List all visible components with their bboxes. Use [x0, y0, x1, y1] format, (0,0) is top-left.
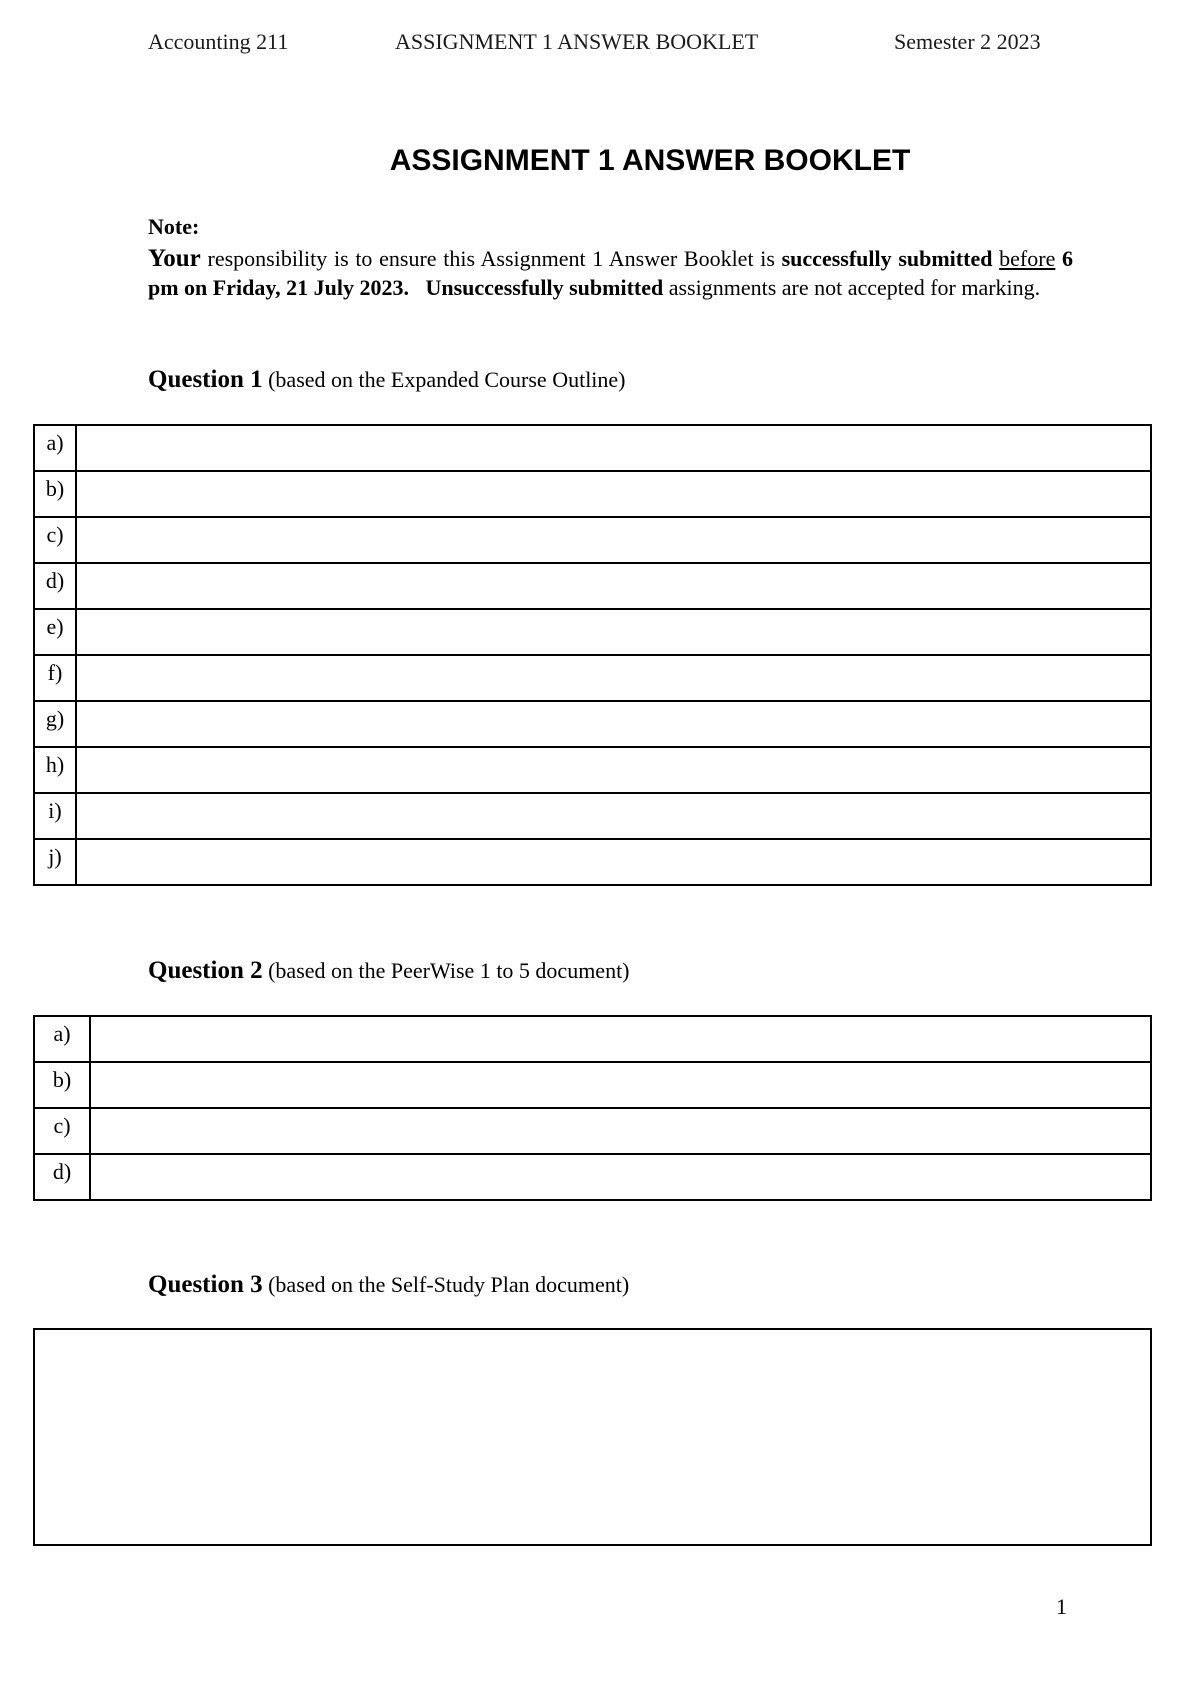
note-text-1: responsibility is to ensure this Assignment 1 Answer Booklet is	[200, 246, 782, 271]
header-semester: Semester 2 2023	[894, 29, 1041, 54]
note-text-4	[409, 275, 426, 300]
row-label: c)	[34, 1108, 90, 1154]
table-row	[34, 609, 1151, 655]
question-2-answer-table	[33, 1015, 1152, 1201]
answer-cell[interactable]	[76, 793, 1151, 839]
note-label: Note:	[148, 214, 200, 239]
table-row	[34, 1154, 1151, 1200]
header-doc-title: ASSIGNMENT 1 ANSWER BOOKLET	[395, 29, 759, 54]
answer-cell[interactable]	[76, 655, 1151, 701]
row-label: b)	[34, 1062, 90, 1108]
answer-cell[interactable]	[76, 425, 1151, 471]
row-label: i)	[34, 793, 76, 839]
note-deadline: 6 pm on Friday, 21 July 2023.	[148, 246, 1074, 300]
row-label: f)	[34, 655, 76, 701]
table-row	[34, 517, 1151, 563]
table-row	[34, 471, 1151, 517]
row-label: d)	[34, 1154, 90, 1200]
table-row	[34, 1108, 1151, 1154]
question-1-answer-table	[33, 424, 1152, 886]
row-label: e)	[34, 609, 76, 655]
table-row	[34, 1062, 1151, 1108]
question-2-desc: (based on the PeerWise 1 to 5 document)	[262, 958, 630, 983]
row-label: d)	[34, 563, 76, 609]
question-1-number: Question 1	[148, 366, 263, 393]
note-body	[148, 244, 1073, 302]
note-your: Your	[148, 245, 201, 272]
note-bold-1: successfully submitted	[781, 246, 993, 271]
question-1-heading	[148, 366, 626, 394]
answer-cell[interactable]	[76, 517, 1151, 563]
note-bold-3: Unsuccessfully submitted	[425, 275, 664, 300]
note-text-5: assignments are not accepted for marking.	[663, 275, 1041, 300]
header-course: Accounting 211	[148, 29, 289, 54]
row-label: b)	[34, 471, 76, 517]
row-label: g)	[34, 701, 76, 747]
answer-cell[interactable]	[90, 1062, 1151, 1108]
answer-cell[interactable]	[76, 609, 1151, 655]
question-2-heading	[148, 957, 630, 985]
table-row	[34, 655, 1151, 701]
answer-cell[interactable]	[76, 471, 1151, 517]
table-row	[34, 563, 1151, 609]
answer-cell[interactable]	[76, 563, 1151, 609]
table-row	[34, 747, 1151, 793]
page-title: ASSIGNMENT 1 ANSWER BOOKLET	[389, 144, 911, 177]
table-row	[34, 793, 1151, 839]
question-3-heading	[148, 1271, 629, 1299]
answer-cell[interactable]	[76, 701, 1151, 747]
question-3-desc: (based on the Self-Study Plan document)	[262, 1272, 630, 1297]
question-1-desc: (based on the Expanded Course Outline)	[262, 367, 626, 392]
row-label: j)	[34, 839, 76, 885]
row-label: a)	[34, 1016, 90, 1062]
answer-cell[interactable]	[90, 1108, 1151, 1154]
table-row	[34, 839, 1151, 885]
answer-cell[interactable]	[90, 1154, 1151, 1200]
table-row	[34, 1016, 1151, 1062]
question-3-number: Question 3	[148, 1271, 263, 1298]
answer-cell[interactable]	[76, 839, 1151, 885]
row-label: a)	[34, 425, 76, 471]
row-label: c)	[34, 517, 76, 563]
row-label: h)	[34, 747, 76, 793]
table-row	[34, 701, 1151, 747]
table-row	[34, 425, 1151, 471]
note-underline: before	[999, 246, 1056, 271]
page-number: 1	[1056, 1594, 1067, 1619]
answer-cell[interactable]	[90, 1016, 1151, 1062]
question-3-answer-box[interactable]	[33, 1328, 1152, 1546]
question-2-number: Question 2	[148, 957, 263, 984]
answer-cell[interactable]	[76, 747, 1151, 793]
